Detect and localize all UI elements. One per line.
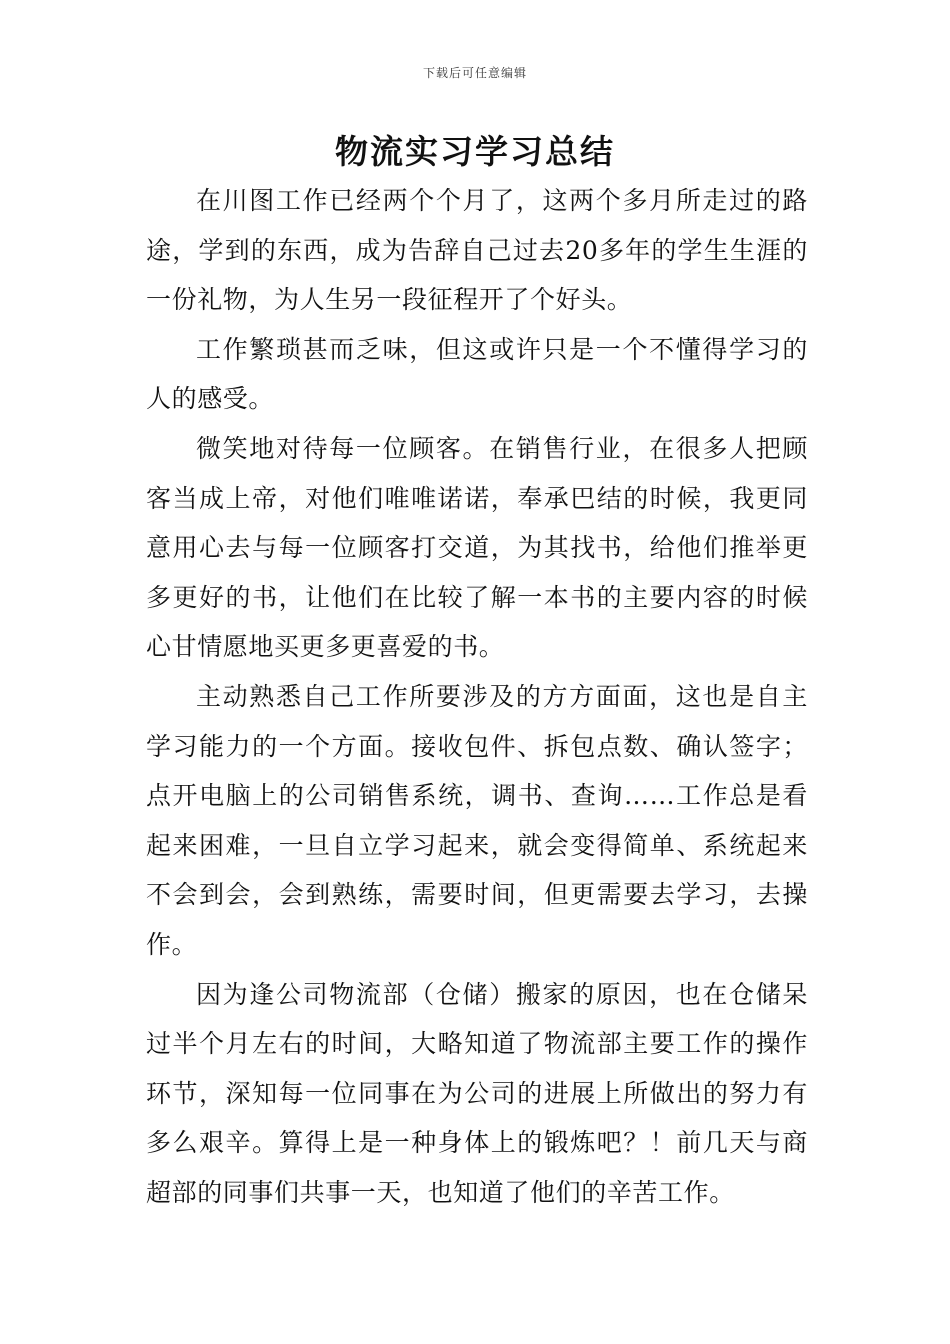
paragraph-1: 在川图工作已经两个个月了，这两个多月所走过的路途，学到的东西，成为告辞自己过去20多年的学生生涯的一份礼物，为人生另一段征程开了个好头。 — [146, 186, 808, 315]
paragraph-5: 因为逢公司物流部（仓储）搬家的原因，也在仓储呆过半个月左右的时间，大略知道了物流部主要工作的操作环节，深知每一位同事在为公司的进展上所做出的努力有多么艰辛。算得上是一种身体上的锻炼吧？！前几天与商超部的同事们共事一天，也知道了他们的辛苦工作。 — [146, 979, 808, 1207]
paragraph-4: 主动熟悉自己工作所要涉及的方方面面，这也是自主学习能力的一个方面。接收包件、拆包点数、确认签字；点开电脑上的公司销售系统，调书、查询……工作总是看起来困难，一旦自立学习起来，就会变得简单、系统起来不会到会，会到熟练，需要时间，但更需要去学习，去操作。 — [146, 681, 808, 959]
header-note: 下载后可任意编辑 — [422, 66, 527, 80]
document-title: 物流实习学习总结 — [335, 132, 615, 171]
paragraph-3: 微笑地对待每一位顾客。在销售行业，在很多人把顾客当成上帝，对他们唯唯诺诺，奉承巴结的时候，我更同意用心去与每一位顾客打交道，为其找书，给他们推举更多更好的书，让他们在比较了解一本书的主要内容的时候心甘情愿地买更多更喜爱的书。 — [146, 433, 808, 662]
paragraph-2: 工作繁琐甚而乏味，但这或许只是一个不懂得学习的人的感受。 — [146, 334, 808, 414]
document-body — [146, 176, 808, 1217]
